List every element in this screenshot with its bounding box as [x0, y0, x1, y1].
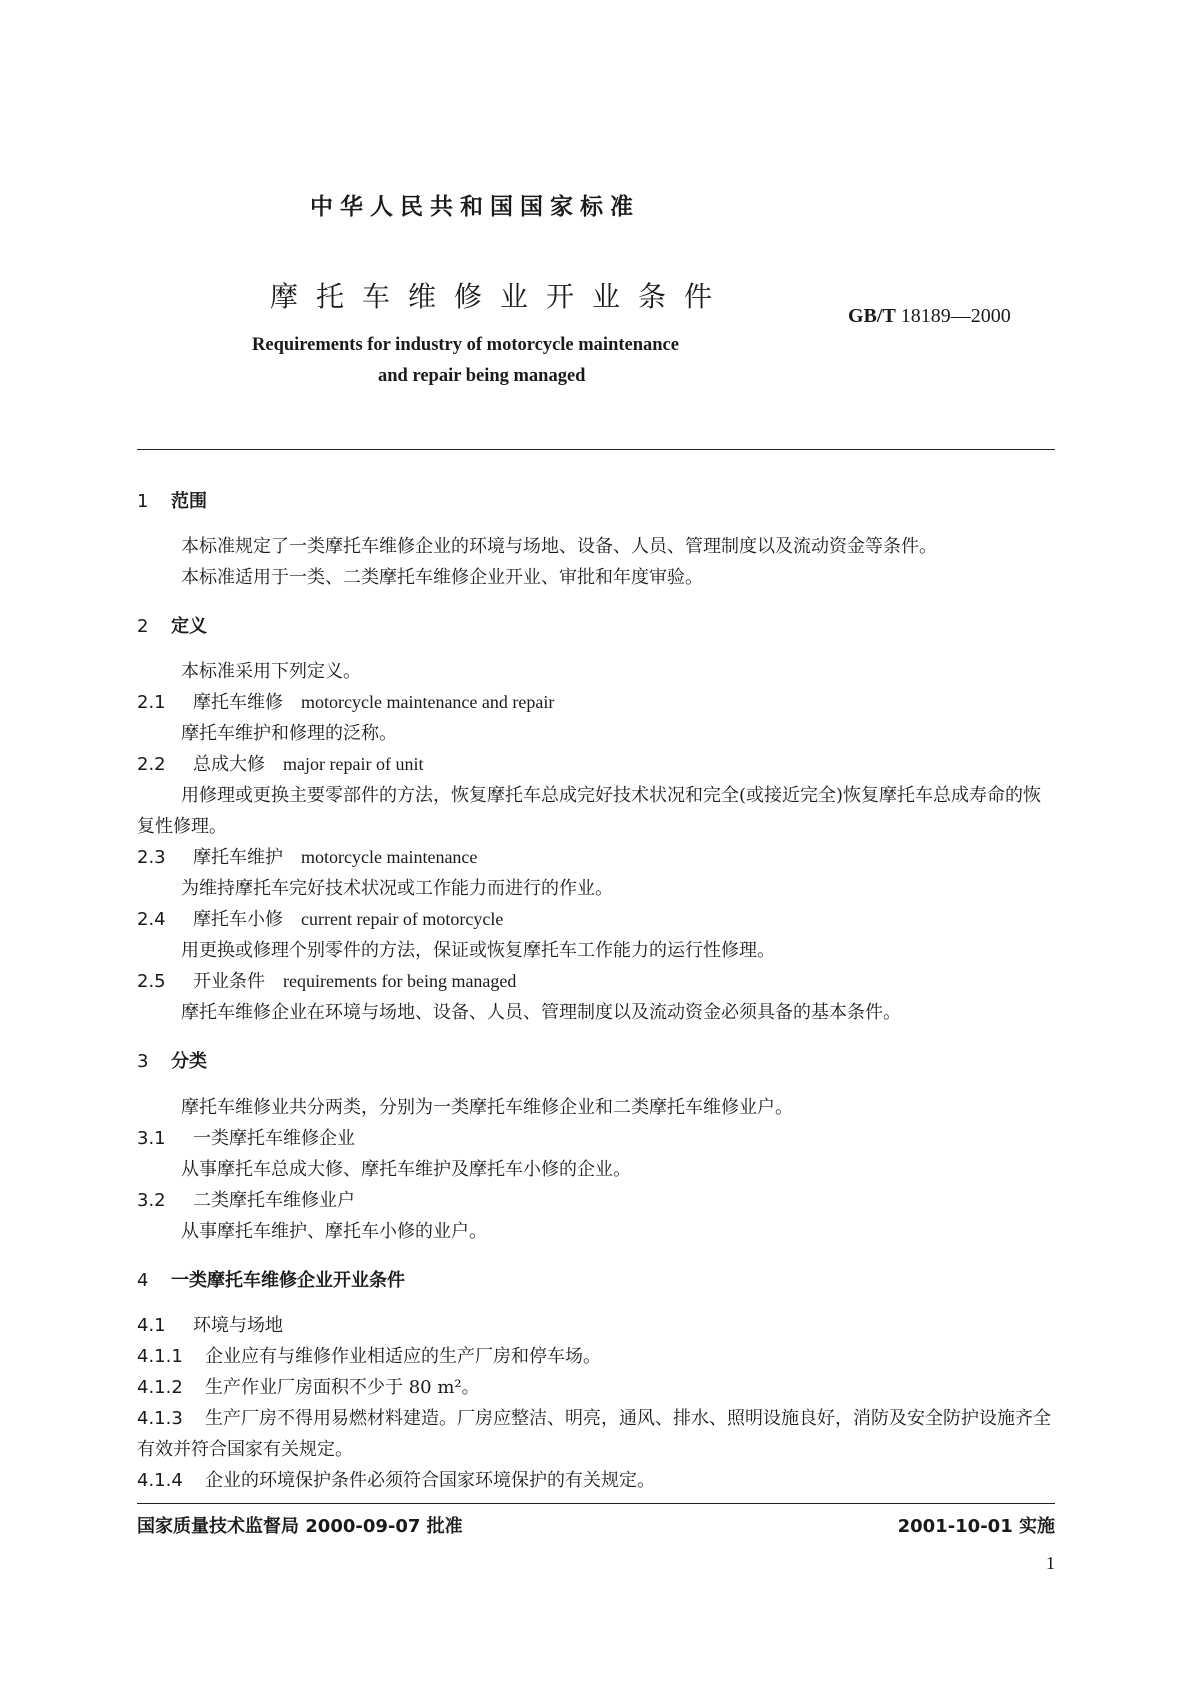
section-number: 2: [137, 616, 149, 637]
paragraph: 本标准规定了一类摩托车维修企业的环境与场地、设备、人员、管理制度以及流动资金等条件。: [181, 536, 937, 557]
classification-term: [137, 1123, 1055, 1154]
clause-number: 2.1: [137, 692, 166, 713]
subsection-title: 环境与场地: [193, 1315, 283, 1336]
term-cn: 摩托车维护: [193, 847, 283, 868]
section-title: 定义: [171, 616, 207, 637]
section-title: 范围: [171, 491, 207, 512]
clause-number: 2.4: [137, 909, 166, 930]
classification-term: [137, 1185, 1055, 1216]
definition-term: [137, 966, 1055, 997]
clause-text: 生产作业厂房面积不少于 80 m²。: [205, 1377, 480, 1398]
classification-text: 从事摩托车总成大修、摩托车维护及摩托车小修的企业。: [181, 1159, 631, 1180]
header-divider: [137, 449, 1055, 450]
definition-term: [137, 842, 1055, 873]
standard-code-prefix: GB/T: [848, 305, 896, 327]
section-title: 一类摩托车维修企业开业条件: [171, 1270, 405, 1291]
clause: [137, 1403, 1055, 1465]
effective-date: 2001-10-01 实施: [897, 1516, 1055, 1537]
approval-date: 国家质量技术监督局 2000-09-07 批准: [137, 1516, 463, 1537]
classification-text: 从事摩托车维护、摩托车小修的业户。: [181, 1221, 487, 1242]
document-title-en-line1: Requirements for industry of motorcycle maintenance: [252, 335, 679, 355]
national-standard-label: 中华人民共和国国家标准: [310, 194, 640, 220]
page-number: 1: [1046, 1553, 1055, 1573]
section-1-heading: [137, 487, 207, 513]
clause-number: 4.1.3: [137, 1408, 183, 1429]
paragraph: 本标准采用下列定义。: [181, 661, 361, 682]
term-cn: 开业条件: [193, 971, 265, 992]
clause-number: 2.5: [137, 971, 166, 992]
term-en: major repair of unit: [283, 754, 424, 774]
section-2-heading: [137, 612, 207, 638]
document-title-cn: 摩托车维修业开业条件: [270, 280, 731, 313]
clause-text: 企业应有与维修作业相适应的生产厂房和停车场。: [205, 1346, 601, 1367]
definition-term: [137, 904, 1055, 935]
section-4-heading: [137, 1266, 405, 1292]
clause-number: 4.1.1: [137, 1346, 183, 1367]
standard-code: [848, 305, 1011, 328]
section-number: 1: [137, 491, 149, 512]
section-title: 分类: [171, 1051, 207, 1072]
definition-text: 用修理或更换主要零部件的方法，恢复摩托车总成完好技术状况和完全(或接近完全)恢复摩托车总成寿命的恢复性修理。: [137, 785, 1042, 837]
term-en: motorcycle maintenance and repair: [301, 692, 555, 712]
paragraph: 本标准适用于一类、二类摩托车维修企业开业、审批和年度审验。: [181, 567, 703, 588]
definition-text: 用更换或修理个别零件的方法，保证或恢复摩托车工作能力的运行性修理。: [181, 940, 775, 961]
subsection-heading: [137, 1310, 1055, 1341]
term-cn: 摩托车维修: [193, 692, 283, 713]
section-3-heading: [137, 1047, 207, 1073]
definition-text: 摩托车维修企业在环境与场地、设备、人员、管理制度以及流动资金必须具备的基本条件。: [181, 1002, 901, 1023]
term-cn: 一类摩托车维修企业: [193, 1128, 355, 1149]
term-en: current repair of motorcycle: [301, 909, 504, 929]
clause-number: 3.2: [137, 1190, 166, 1211]
clause: [137, 1372, 1055, 1403]
clause-text: 生产厂房不得用易燃材料建造。厂房应整洁、明亮，通风、排水、照明设施良好，消防及安全防护设施齐全有效并符合国家有关规定。: [137, 1408, 1051, 1460]
document-title-en-line2: and repair being managed: [378, 366, 586, 386]
clause: [137, 1341, 1055, 1372]
term-cn: 二类摩托车维修业户: [193, 1190, 355, 1211]
clause-number: 4.1: [137, 1315, 166, 1336]
section-number: 4: [137, 1270, 149, 1291]
clause-number: 2.3: [137, 847, 166, 868]
clause-number: 2.2: [137, 754, 166, 775]
term-en: requirements for being managed: [283, 971, 517, 991]
clause-number: 4.1.4: [137, 1470, 183, 1491]
paragraph: 摩托车维修业共分两类，分别为一类摩托车维修企业和二类摩托车维修业户。: [181, 1097, 793, 1118]
term-cn: 摩托车小修: [193, 909, 283, 930]
clause-number: 4.1.2: [137, 1377, 183, 1398]
definition-text: 为维持摩托车完好技术状况或工作能力而进行的作业。: [181, 878, 613, 899]
definition-term: [137, 687, 1055, 718]
section-number: 3: [137, 1051, 149, 1072]
clause-number: 3.1: [137, 1128, 166, 1149]
clause-text: 企业的环境保护条件必须符合国家环境保护的有关规定。: [205, 1470, 655, 1491]
clause: [137, 1465, 1055, 1496]
standard-code-number: 18189—2000: [895, 305, 1011, 327]
footer-divider: [137, 1503, 1055, 1504]
term-cn: 总成大修: [193, 754, 265, 775]
term-en: motorcycle maintenance: [301, 847, 478, 867]
definition-term: [137, 749, 1055, 780]
definition-text: 摩托车维护和修理的泛称。: [181, 723, 397, 744]
